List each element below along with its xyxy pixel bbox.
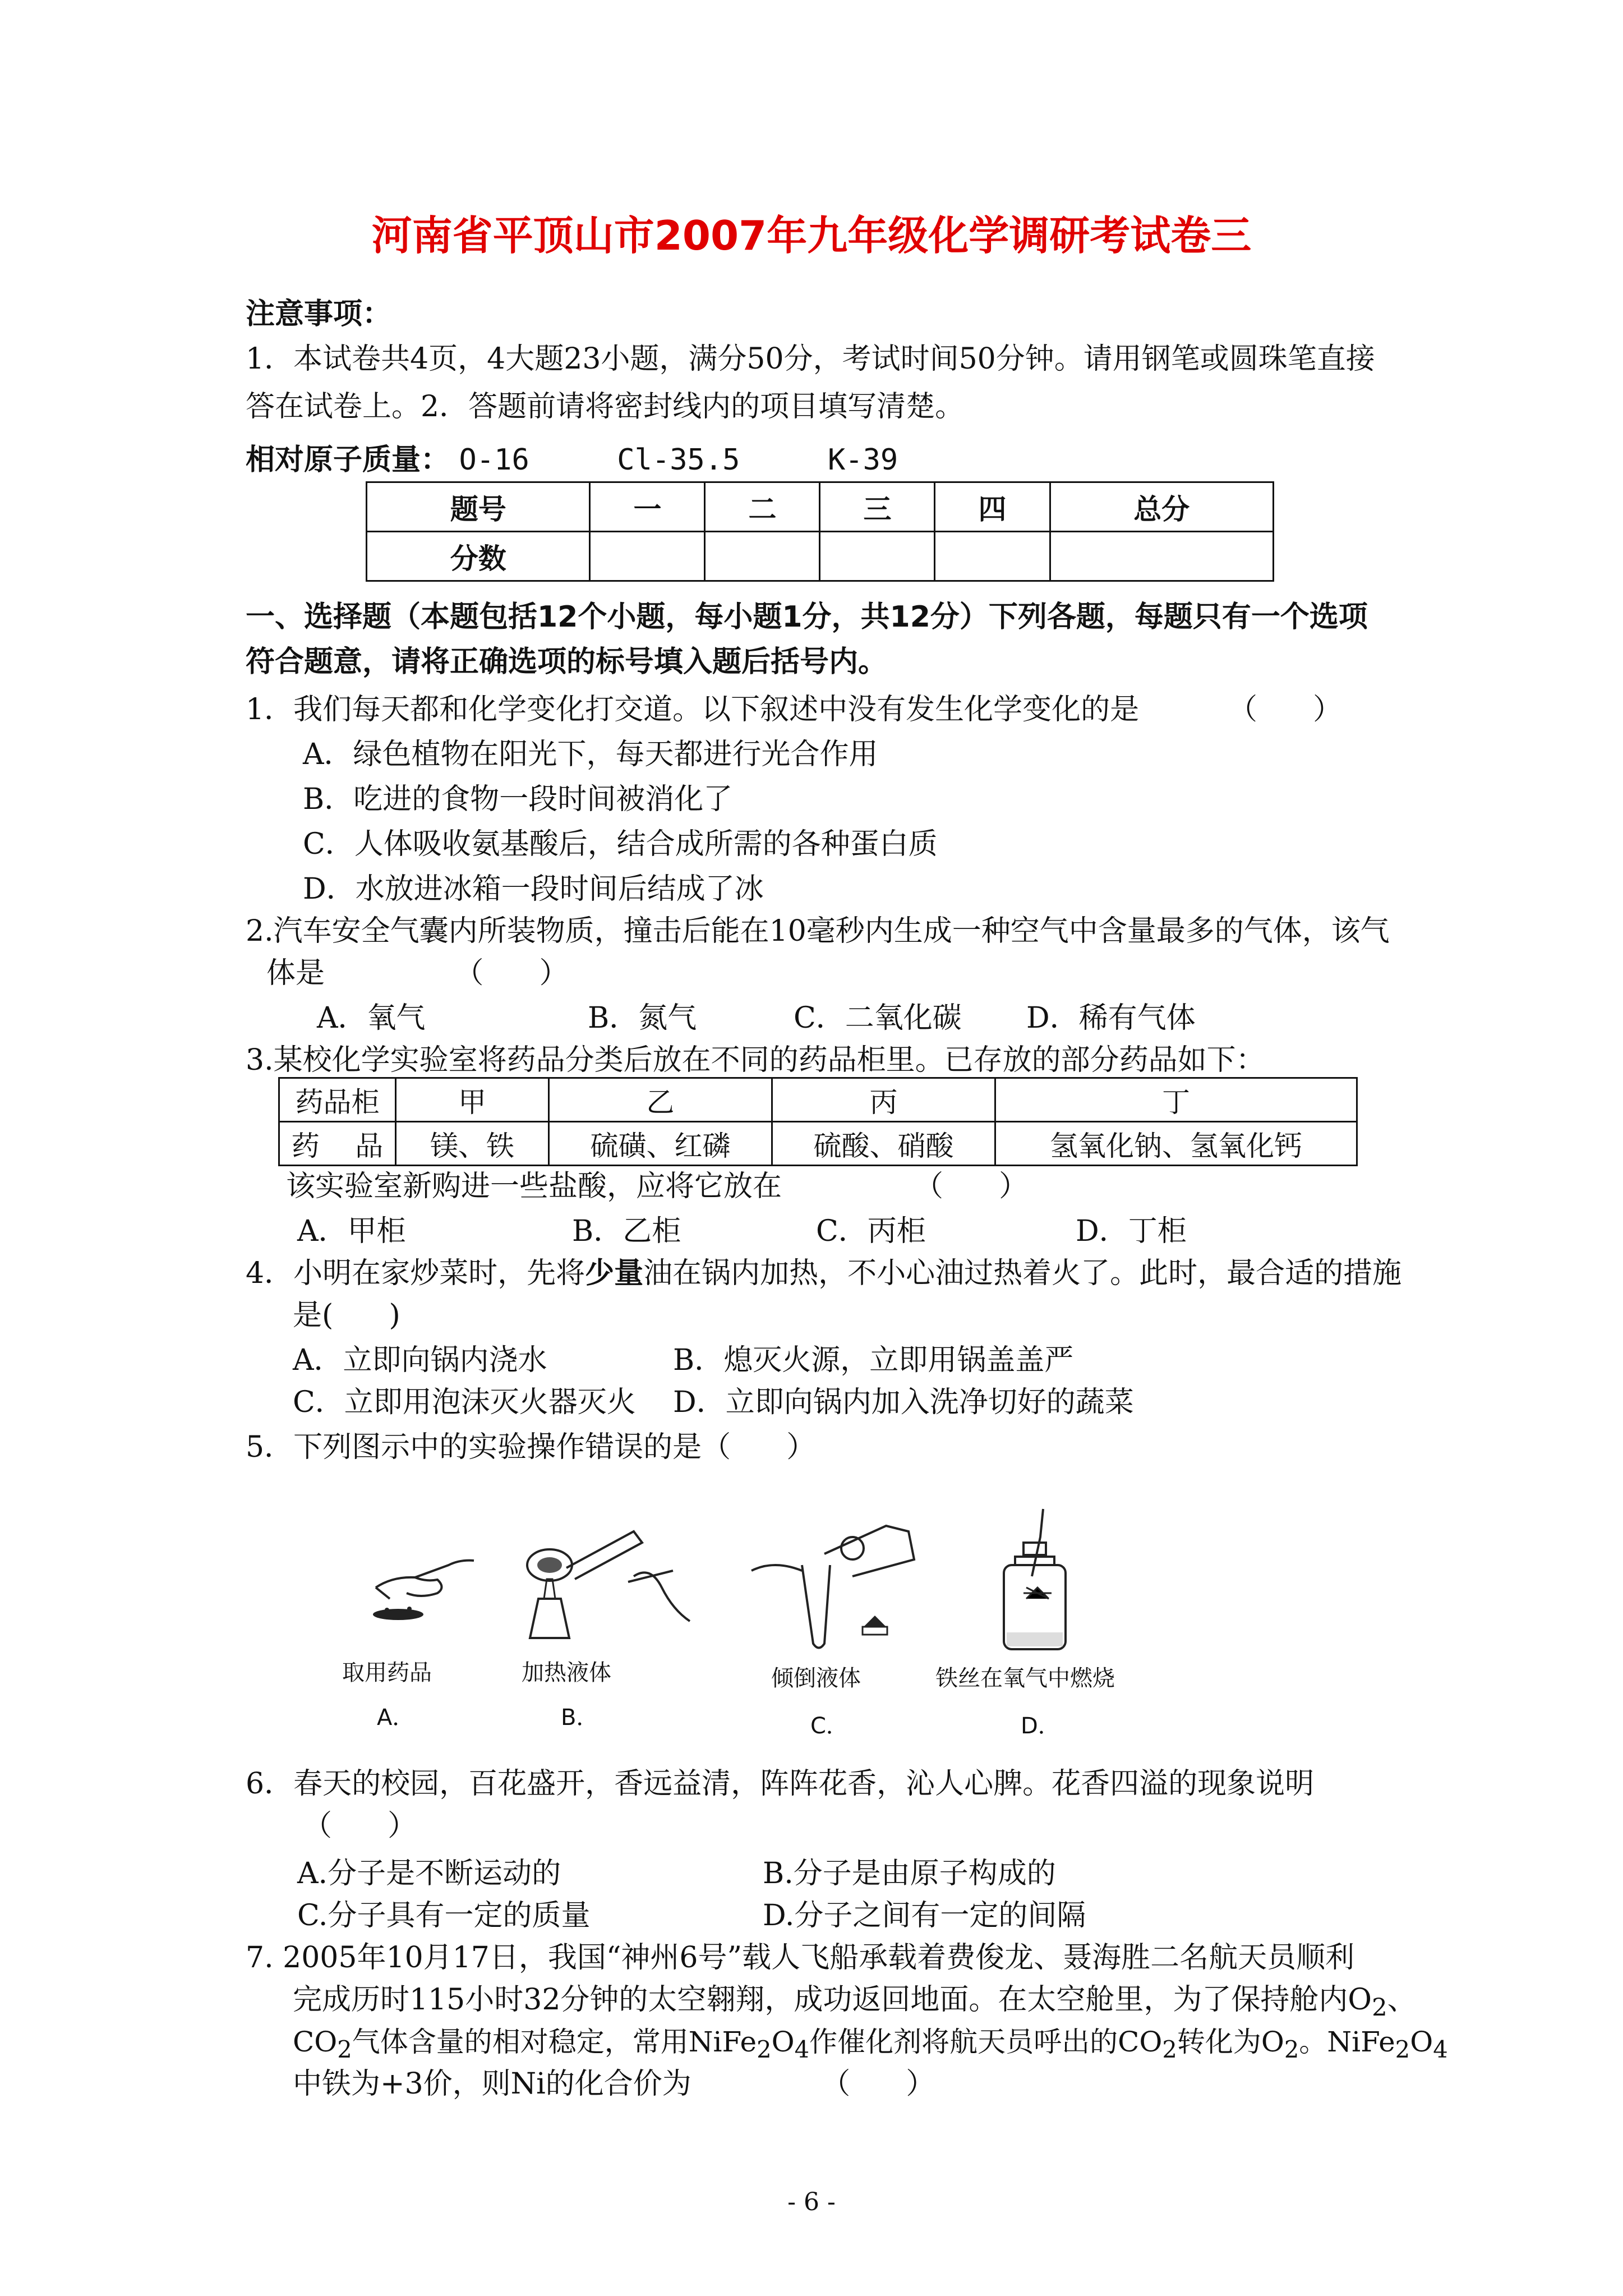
q4-line-2: 是( ) (293, 1299, 400, 1332)
q1-option-b: B．吃进的食物一段时间被消化了 (303, 783, 733, 816)
q3-option-a: A．甲柜 (297, 1214, 406, 1248)
q7-sub: 2 (1284, 2036, 1299, 2063)
notice-line-1: 1．本试卷共4页，4大题23小题，满分50分，考试时间50分钟。请用钢笔或圆珠笔直接 (246, 342, 1375, 376)
atomic-mass-line (246, 443, 898, 477)
q5-letter-d: D． (1021, 1713, 1061, 1739)
q7-text: O (771, 2026, 795, 2058)
q4-option-c: C．立即用泡沫灭火器灭火 (293, 1386, 636, 1419)
drug-cell: 镁、铁 (396, 1122, 549, 1166)
q6-line-2[interactable]: （ ） (303, 1809, 417, 1843)
q6-option-b: B.分子是由原子构成的 (763, 1857, 1056, 1890)
q1-option-a: A．绿色植物在阳光下，每天都进行光合作用 (303, 738, 878, 771)
q4-option-b: B．熄灭火源，立即用锅盖盖严 (673, 1343, 1074, 1377)
q2-option-c: C．二氧化碳 (794, 1001, 962, 1035)
q2-option-d: D．稀有气体 (1026, 1001, 1196, 1035)
notice-line-2: 答在试卷上。2．答题前请将密封线内的项目填写清楚。 (246, 390, 965, 424)
q4-line-1-end: 油在锅内加热，不小心油过热着火了。此时，最合适的措施 (643, 1257, 1402, 1290)
q3-option-d: D．丁柜 (1076, 1214, 1187, 1248)
q5-letter-a: A． (377, 1705, 415, 1731)
q2-line-1: 2.汽车安全气囊内所装物质，撞击后能在10毫秒内生成一种空气中含量最多的气体，该气 (246, 914, 1390, 948)
score-input-cell[interactable] (1050, 532, 1274, 581)
q5-caption-a: 取用药品 (342, 1660, 432, 1686)
score-cell: 四 (935, 482, 1050, 532)
q6-option-d: D.分子之间有一定的间隔 (763, 1899, 1086, 1932)
score-cell: 总分 (1050, 482, 1274, 532)
q7-line-1: 7. 2005年10月17日，我国“神州6号”载人飞船承载着费俊龙、聂海胜二名航天员顺利 (246, 1941, 1355, 1975)
score-input-cell[interactable] (820, 532, 935, 581)
q7-text: 转化为O (1177, 2026, 1284, 2058)
q4-line-1-start: 4．小明在家炒菜时，先将 (246, 1257, 585, 1290)
q7-sub: 2 (1395, 2036, 1410, 2063)
q7-line-4: 中铁为+3价，则Ni的化合价为 （ ） (293, 2067, 935, 2101)
q7-text: O (1410, 2026, 1433, 2058)
q1-option-d: D．水放进冰箱一段时间后结成了冰 (303, 872, 764, 906)
drug-cell: 丁 (995, 1078, 1357, 1122)
q3-answer-paren[interactable]: （ ） (914, 1170, 1029, 1203)
drug-cell: 甲 (396, 1078, 549, 1122)
q4-option-a: A．立即向锅内浇水 (293, 1343, 547, 1377)
score-input-cell[interactable] (705, 532, 820, 581)
q7-line-3 (293, 2025, 1448, 2067)
q5-letter-b: B． (561, 1705, 599, 1731)
q7-text: 气体含量的相对稳定，常用NiFe (352, 2026, 757, 2058)
score-cell: 二 (705, 482, 820, 532)
q7-sub: 2 (1372, 1994, 1387, 2022)
section-1-line-2: 符合题意，请将正确选项的标号填入题后括号内。 (246, 645, 888, 679)
q3-stem: 3.某校化学实验室将药品分类后放在不同的药品柜里。已存放的部分药品如下： (246, 1043, 1265, 1077)
score-cell: 一 (590, 482, 705, 532)
drug-cell: 硫酸、硝酸 (772, 1122, 995, 1166)
drug-cell: 丙 (772, 1078, 995, 1122)
q5-caption-c: 倾倒液体 (771, 1665, 861, 1691)
exam-title: 河南省平顶山市2007年九年级化学调研考试卷三 (371, 212, 1252, 259)
score-cell: 分数 (367, 532, 590, 581)
q1-answer-paren[interactable]: （ ） (1228, 693, 1343, 726)
page-number: - 6 - (787, 2188, 836, 2216)
drug-cell: 氢氧化钠、氢氧化钙 (995, 1122, 1357, 1166)
q4-emphasis: 少量 (585, 1257, 644, 1290)
q3-option-b: B．乙柜 (572, 1214, 681, 1248)
figure-heating-liquid (505, 1526, 718, 1655)
drug-cell: 硫磺、红磷 (549, 1122, 772, 1166)
figure-pouring-liquid (740, 1515, 937, 1655)
drug-cell: 药 品 (279, 1122, 396, 1166)
q1-option-c: C．人体吸收氨基酸后，结合成所需的各种蛋白质 (303, 827, 938, 861)
q3-question: 该实验室新购进一些盐酸，应将它放在 (286, 1170, 782, 1203)
q7-text: CO (293, 2026, 338, 2058)
section-1-line-1: 一、选择题（本题包括12个小题，每小题1分，共12分）下列各题，每题只有一个选项 (246, 600, 1368, 634)
score-table-header-row (367, 482, 1274, 532)
q6-option-c: C.分子具有一定的质量 (297, 1899, 591, 1932)
q7-sub: 4 (794, 2036, 810, 2063)
score-table-score-row (367, 532, 1274, 581)
q7-sub: 2 (1162, 2036, 1177, 2063)
q7-text: 作催化剂将航天员呼出的CO (809, 2026, 1163, 2058)
drug-table-items-row (279, 1122, 1357, 1166)
figure-iron-wire-burning (993, 1503, 1082, 1655)
q7-sub: 2 (757, 2036, 772, 2063)
q7-text: 。NiFe (1299, 2026, 1395, 2058)
q5-stem: 5．下列图示中的实验操作错误的是（ ） (246, 1430, 816, 1464)
drug-cell: 药品柜 (279, 1078, 396, 1122)
q1-stem: 1．我们每天都和化学变化打交道。以下叙述中没有发生化学变化的是 (246, 693, 1140, 726)
score-cell: 三 (820, 482, 935, 532)
atomic-mass-label: 相对原子质量： (246, 443, 450, 477)
q7-line-2-text: 完成历时115小时32分钟的太空翱翔，成功返回地面。在太空舱里，为了保持舱内O (293, 1983, 1372, 2017)
q6-line-1: 6．春天的校园，百花盛开，香远益清，阵阵花香，沁人心脾。花香四溢的现象说明 (246, 1767, 1315, 1801)
figure-taking-chemicals (353, 1526, 482, 1627)
q2-option-b: B．氮气 (588, 1001, 697, 1035)
q5-caption-b: 加热液体 (522, 1660, 611, 1686)
score-input-cell[interactable] (935, 532, 1050, 581)
atomic-mass-values: O-16 Cl-35.5 K-39 (459, 443, 898, 477)
q6-option-a: A.分子是不断运动的 (297, 1857, 561, 1890)
q2-line-2: 体是 （ ） (266, 956, 569, 990)
q7-sub: 4 (1433, 2036, 1448, 2063)
q7-sub: 2 (337, 2036, 352, 2063)
q5-caption-d: 铁丝在氧气中燃烧 (935, 1665, 1115, 1691)
drug-table-header-row (279, 1078, 1357, 1122)
score-table (366, 481, 1274, 582)
q2-option-a: A．氧气 (317, 1001, 426, 1035)
q3-option-c: C．丙柜 (816, 1214, 926, 1248)
q7-line-2-end: 、 (1387, 1983, 1417, 2017)
score-input-cell[interactable] (590, 532, 705, 581)
notice-heading: 注意事项： (246, 297, 392, 331)
score-cell: 题号 (367, 482, 590, 532)
q4-line-1 (246, 1257, 1401, 1290)
q7-line-2 (293, 1983, 1417, 2024)
q4-option-d: D．立即向锅内加入洗净切好的蔬菜 (673, 1386, 1134, 1419)
q5-letter-c: C． (810, 1713, 849, 1739)
drug-cabinet-table (278, 1077, 1358, 1166)
drug-cell: 乙 (549, 1078, 772, 1122)
